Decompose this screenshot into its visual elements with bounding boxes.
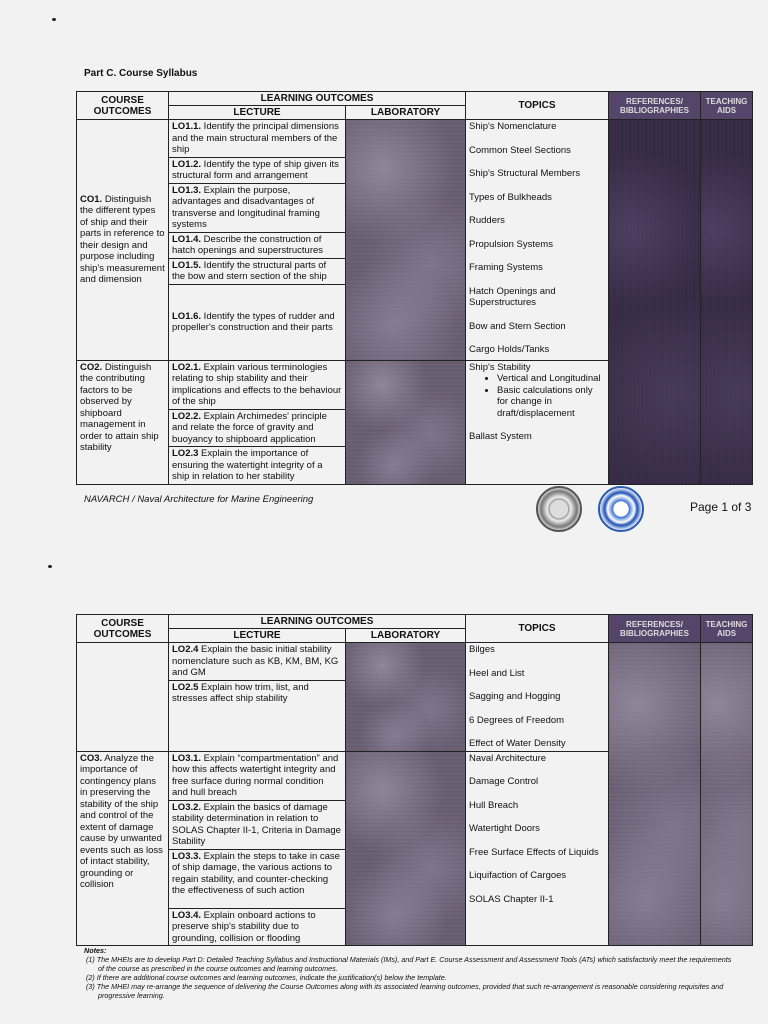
topic-item: 6 Degrees of Freedom: [469, 714, 565, 726]
topic-item: Hatch Openings and Superstructures: [469, 285, 556, 308]
topic-item: Effect of Water Density: [469, 738, 566, 749]
topic-item: Liquifaction of Cargoes: [469, 870, 567, 881]
topics-cell-2: [466, 360, 609, 484]
laboratory-cell: [346, 360, 466, 484]
teaching-aids-cell: [701, 120, 753, 485]
header-laboratory: LABORATORY: [346, 629, 466, 643]
note-item: (2) If there are additional course outcomes and learning outcomes, indicate the justification(s) below the template.: [86, 973, 447, 982]
course-outcome-co2: CO2. Distinguish the contributing factors to be observed by shipboard management in order to attain ship stability: [77, 360, 169, 484]
topic-item: Ballast System: [469, 431, 532, 442]
topics-cell-3: [466, 643, 609, 752]
lo-3-2: LO3.2. Explain the basics of damage stability determination in relation to SOLAS Chapter II-1, Criteria in Damage Stability: [169, 800, 346, 849]
agency-seal-icon: [598, 486, 644, 532]
topic-item: Damage Control: [469, 776, 539, 787]
lo-3-4: LO3.4. Explain onboard actions to preserve ship's stability due to grounding, collision or flooding: [169, 908, 346, 946]
page-number: Page 1 of 3: [690, 500, 752, 514]
lo-1-3: LO1.3. Explain the purpose, advantages and disadvantages of transverse and longitudinal framing systems: [169, 183, 346, 232]
topic-item: Ship's Stability: [469, 361, 531, 373]
topic-item: Types of Bulkheads: [469, 191, 552, 203]
lo-2-5: LO2.5 Explain how trim, list, and stresses affect ship stability: [169, 680, 346, 751]
topic-item: Heel and List: [469, 667, 525, 679]
topic-item: Bow and Stern Section: [469, 320, 566, 332]
topic-item: Watertight Doors: [469, 823, 540, 834]
scan-mark: [52, 18, 56, 21]
lo-3-1: LO3.1. Explain “compartmentation” and how this affects watertight integrity and free surface during normal condition and hull breach: [169, 751, 346, 800]
topics-cell-1: [466, 120, 609, 361]
notes-block: [84, 946, 734, 1000]
header-laboratory: LABORATORY: [346, 106, 466, 120]
topic-item: Ship's Structural Members: [469, 168, 581, 179]
header-course-outcomes: COURSE OUTCOMES: [77, 92, 169, 120]
topic-item: Free Surface Effects of Liquids: [469, 846, 599, 858]
topic-item: Rudders: [469, 215, 505, 226]
scan-mark: [48, 565, 52, 568]
topic-item: Naval Architecture: [469, 752, 547, 764]
header-course-outcomes: COURSE OUTCOMES: [77, 615, 169, 643]
header-topics: TOPICS: [466, 615, 609, 643]
topic-item: Propulsion Systems: [469, 238, 553, 250]
lo-3-3: LO3.3. Explain the steps to take in case of ship damage, the various actions to regain stability, and counter-checking the effectiveness of such action: [169, 849, 346, 908]
institution-seal-icon: [536, 486, 582, 532]
lo-1-1: LO1.1. Identify the principal dimensions and the main structural members of the ship: [169, 120, 346, 158]
laboratory-cell: [346, 120, 466, 361]
header-teaching-aids: TEACHING AIDS: [701, 615, 753, 643]
header-learning-outcomes: LEARNING OUTCOMES: [169, 615, 466, 629]
header-references: REFERENCES/ BIBLIOGRAPHIES: [609, 615, 701, 643]
footer-course-name: NAVARCH / Naval Architecture for Marine Engineering: [84, 494, 314, 505]
header-learning-outcomes: LEARNING OUTCOMES: [169, 92, 466, 106]
lo-2-4: LO2.4 Explain the basic initial stability nomenclature such as KB, KM, BM, KG and GM: [169, 643, 346, 681]
course-outcome-co1: CO1. Distinguish the different types of ship and their parts in reference to their design and purpose including ship's measurement and dimension: [77, 120, 169, 361]
header-references: REFERENCES/ BIBLIOGRAPHIES: [609, 92, 701, 120]
topic-item: Sagging and Hogging: [469, 691, 561, 702]
note-item: (3) The MHEI may re-arrange the sequence of delivering the Course Outcomes along with its associated learning outcomes, provided that such re-arrangement is reasonable considering requisites and progressive learning.: [86, 982, 724, 1000]
references-cell: [609, 120, 701, 485]
header-teaching-aids: TEACHING AIDS: [701, 92, 753, 120]
topic-bullet: • Vertical and Longitudinal: [497, 373, 605, 385]
syllabus-table-page2: [76, 614, 753, 946]
syllabus-table-page1: [76, 91, 753, 485]
header-lecture: LECTURE: [169, 629, 346, 643]
lo-1-6: LO1.6. Identify the types of rudder and propeller's construction and their parts: [169, 284, 346, 360]
header-topics: TOPICS: [466, 92, 609, 120]
topic-item: Ship's Nomenclature: [469, 121, 557, 132]
topic-item: Bilges: [469, 644, 495, 655]
topics-cell-4: [466, 751, 609, 946]
header-lecture: LECTURE: [169, 106, 346, 120]
topic-item: SOLAS Chapter II-1: [469, 893, 554, 905]
notes-title: Notes:: [84, 946, 107, 955]
teaching-aids-cell: [701, 643, 753, 946]
topic-item: Cargo Holds/Tanks: [469, 344, 550, 355]
course-outcome-co3: CO3. Analyze the importance of contingency plans in preserving the stability of the ship and control of the extent of damage cause by unwanted events such as loss of intact stability, grounding or collision: [77, 751, 169, 946]
lo-1-2: LO1.2. Identify the type of ship given its structural form and arrangement: [169, 157, 346, 183]
topic-item: Common Steel Sections: [469, 144, 571, 156]
laboratory-cell: [346, 751, 466, 946]
section-title: Part C. Course Syllabus: [84, 68, 198, 79]
topic-bullet: • Basic calculations only for change in draft/displacement: [497, 385, 605, 420]
topic-item: Hull Breach: [469, 799, 519, 811]
lo-2-1: LO2.1. Explain various terminologies relating to ship stability and their implications and effects to the behaviour of the ship: [169, 360, 346, 409]
note-item: (1) The MHEIs are to develop Part D: Detailed Teaching Syllabus and Instructional Materials (IMs), and Part E. Course Assessment and Assessment Tools (ATs) which satisfactorily meet the requirements of the course as prescribed in the course outcomes and learning outcomes.: [86, 955, 732, 973]
lo-1-4: LO1.4. Describe the construction of hatch openings and superstructures: [169, 232, 346, 258]
lo-2-2: LO2.2. Explain Archimedes' principle and relate the force of gravity and buoyancy to shipboard application: [169, 409, 346, 447]
lo-2-3: LO2.3 Explain the importance of ensuring the watertight integrity of a ship in relation to her stability: [169, 447, 346, 485]
laboratory-cell: [346, 643, 466, 752]
references-cell: [609, 643, 701, 946]
lo-1-5: LO1.5. Identify the structural parts of the bow and stern section of the ship: [169, 258, 346, 284]
topic-item: Framing Systems: [469, 262, 543, 273]
course-outcome-empty: [77, 643, 169, 752]
